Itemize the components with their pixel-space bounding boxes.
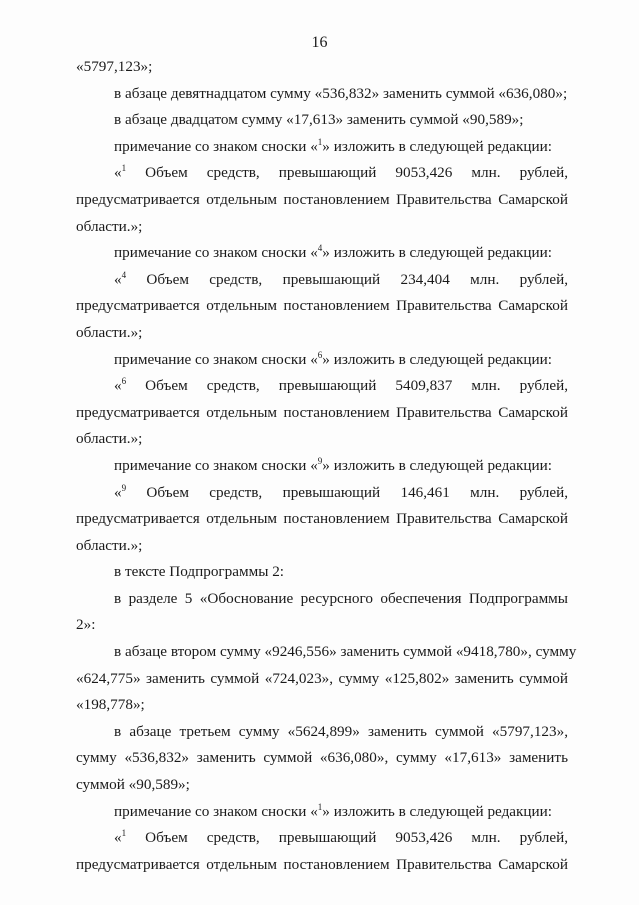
footnote-instruction <box>76 347 568 374</box>
instruction-text: » изложить в следующей редакции: <box>322 456 553 474</box>
quote-opening <box>114 825 126 852</box>
quote-line: предусматривается отдельным постановлением Правительства Самарской <box>76 403 568 421</box>
paragraph-line: «198,778»; <box>76 696 145 714</box>
quote-word: средств, <box>209 270 263 288</box>
quote-first-line <box>76 825 568 852</box>
instruction-text: » изложить в следующей редакции: <box>322 244 553 262</box>
footnote-quote <box>76 825 568 878</box>
paragraph-multiline <box>76 639 577 719</box>
quote-word: 5409,837 <box>395 377 453 395</box>
quote-word: рублей, <box>519 377 568 395</box>
quote-word: 9053,426 <box>395 829 453 847</box>
quote-opening <box>114 267 126 294</box>
footnote-mark: 1 <box>121 828 127 839</box>
quote-line: области.»; <box>76 217 143 235</box>
quote-mark: « <box>114 164 122 182</box>
footnote-mark: 1 <box>317 136 323 147</box>
footnote-mark: 4 <box>317 243 323 254</box>
quote-word: средств, <box>206 377 260 395</box>
quote-opening <box>114 160 126 187</box>
paragraph-line: в абзаце третьем сумму «5624,899» заменить суммой «5797,123», <box>114 722 568 740</box>
quote-word: 146,461 <box>400 483 450 501</box>
footnote-instruction <box>76 799 568 826</box>
footnote-instruction <box>76 453 568 480</box>
footnote-mark: 9 <box>317 455 323 466</box>
paragraph-multiline <box>76 719 568 799</box>
quote-word: рублей, <box>519 483 568 501</box>
quote-opening <box>114 480 126 507</box>
quote-line: области.»; <box>76 430 143 448</box>
quote-word: млн. <box>470 483 500 501</box>
quote-word: Объем <box>145 377 188 395</box>
paragraph: в абзаце девятнадцатом сумму «536,832» заменить суммой «636,080»; <box>114 84 568 102</box>
page-number: 16 <box>311 34 328 51</box>
quote-word: рублей, <box>519 829 568 847</box>
quote-word: превышающий <box>278 377 377 395</box>
instruction-text: примечание со знаком сноски « <box>114 244 318 262</box>
quote-word: 234,404 <box>400 270 450 288</box>
quote-line: предусматривается отдельным постановлением Правительства Самарской <box>76 855 568 873</box>
footnote-mark: 6 <box>317 349 323 360</box>
footnote-instruction <box>76 240 568 267</box>
quote-line: предусматривается отдельным постановлением Правительства Самарской <box>76 190 568 208</box>
paragraph: в тексте Подпрограммы 2: <box>114 563 285 581</box>
quote-first-line <box>76 373 568 400</box>
quote-word: превышающий <box>278 164 377 182</box>
quote-mark: « <box>114 377 122 395</box>
footnote-mark: 9 <box>121 482 127 493</box>
paragraph-line: сумму «536,832» заменить суммой «636,080», сумму «17,613» заменить <box>76 749 568 767</box>
quote-word: млн. <box>471 164 501 182</box>
quote-line: предусматривается отдельным постановлением Правительства Самарской <box>76 297 568 315</box>
quote-word: Объем <box>145 829 188 847</box>
instruction-text: примечание со знаком сноски « <box>114 802 318 820</box>
instruction-text: примечание со знаком сноски « <box>114 456 318 474</box>
quote-line: области.»; <box>76 536 143 554</box>
quote-mark: « <box>114 270 122 288</box>
footnote-quote <box>76 373 568 453</box>
quote-first-line <box>76 160 568 187</box>
quote-word: средств, <box>209 483 263 501</box>
paragraph-line: «624,775» заменить суммой «724,023», сумму «125,802» заменить суммой <box>76 669 568 687</box>
quote-word: млн. <box>471 377 501 395</box>
paragraph-continuation: «5797,123»; <box>76 58 153 75</box>
quote-word: Объем <box>146 483 189 501</box>
quote-word: превышающий <box>282 270 381 288</box>
footnote-mark: 1 <box>317 801 323 812</box>
quote-word: млн. <box>470 270 500 288</box>
quote-mark: « <box>114 829 122 847</box>
quote-word: 9053,426 <box>395 164 453 182</box>
quote-word: Объем <box>145 164 188 182</box>
paragraph: в разделе 5 «Обоснование ресурсного обеспечения Подпрограммы 2»: <box>76 589 568 634</box>
quote-first-line <box>76 267 568 294</box>
instruction-text: » изложить в следующей редакции: <box>322 802 553 820</box>
instruction-text: » изложить в следующей редакции: <box>322 137 553 155</box>
paragraph-line: суммой «90,589»; <box>76 776 190 794</box>
quote-word: рублей, <box>519 164 568 182</box>
quote-line: области.»; <box>76 323 143 341</box>
instruction-text: примечание со знаком сноски « <box>114 137 318 155</box>
footnote-quote <box>76 480 568 560</box>
paragraph-line: в абзаце втором сумму «9246,556» заменить суммой «9418,780», сумму <box>114 643 577 661</box>
footnote-mark: 4 <box>121 269 127 280</box>
instruction-text: » изложить в следующей редакции: <box>322 350 553 368</box>
document-body <box>76 54 577 878</box>
footnote-quote <box>76 267 568 347</box>
quote-word: средств, <box>206 164 260 182</box>
quote-word: превышающий <box>282 483 381 501</box>
instruction-text: примечание со знаком сноски « <box>114 350 318 368</box>
footnote-mark: 1 <box>121 163 127 174</box>
quote-word: млн. <box>471 829 501 847</box>
paragraph: в абзаце двадцатом сумму «17,613» заменить суммой «90,589»; <box>114 111 524 129</box>
quote-first-line <box>76 480 568 507</box>
quote-word: рублей, <box>519 270 568 288</box>
quote-word: превышающий <box>278 829 377 847</box>
footnote-instruction <box>76 134 568 161</box>
quote-mark: « <box>114 483 122 501</box>
quote-line: предусматривается отдельным постановлением Правительства Самарской <box>76 510 568 528</box>
quote-word: Объем <box>146 270 189 288</box>
footnote-mark: 6 <box>121 376 127 387</box>
footnote-quote <box>76 160 568 240</box>
quote-word: средств, <box>206 829 260 847</box>
quote-opening <box>114 373 126 400</box>
